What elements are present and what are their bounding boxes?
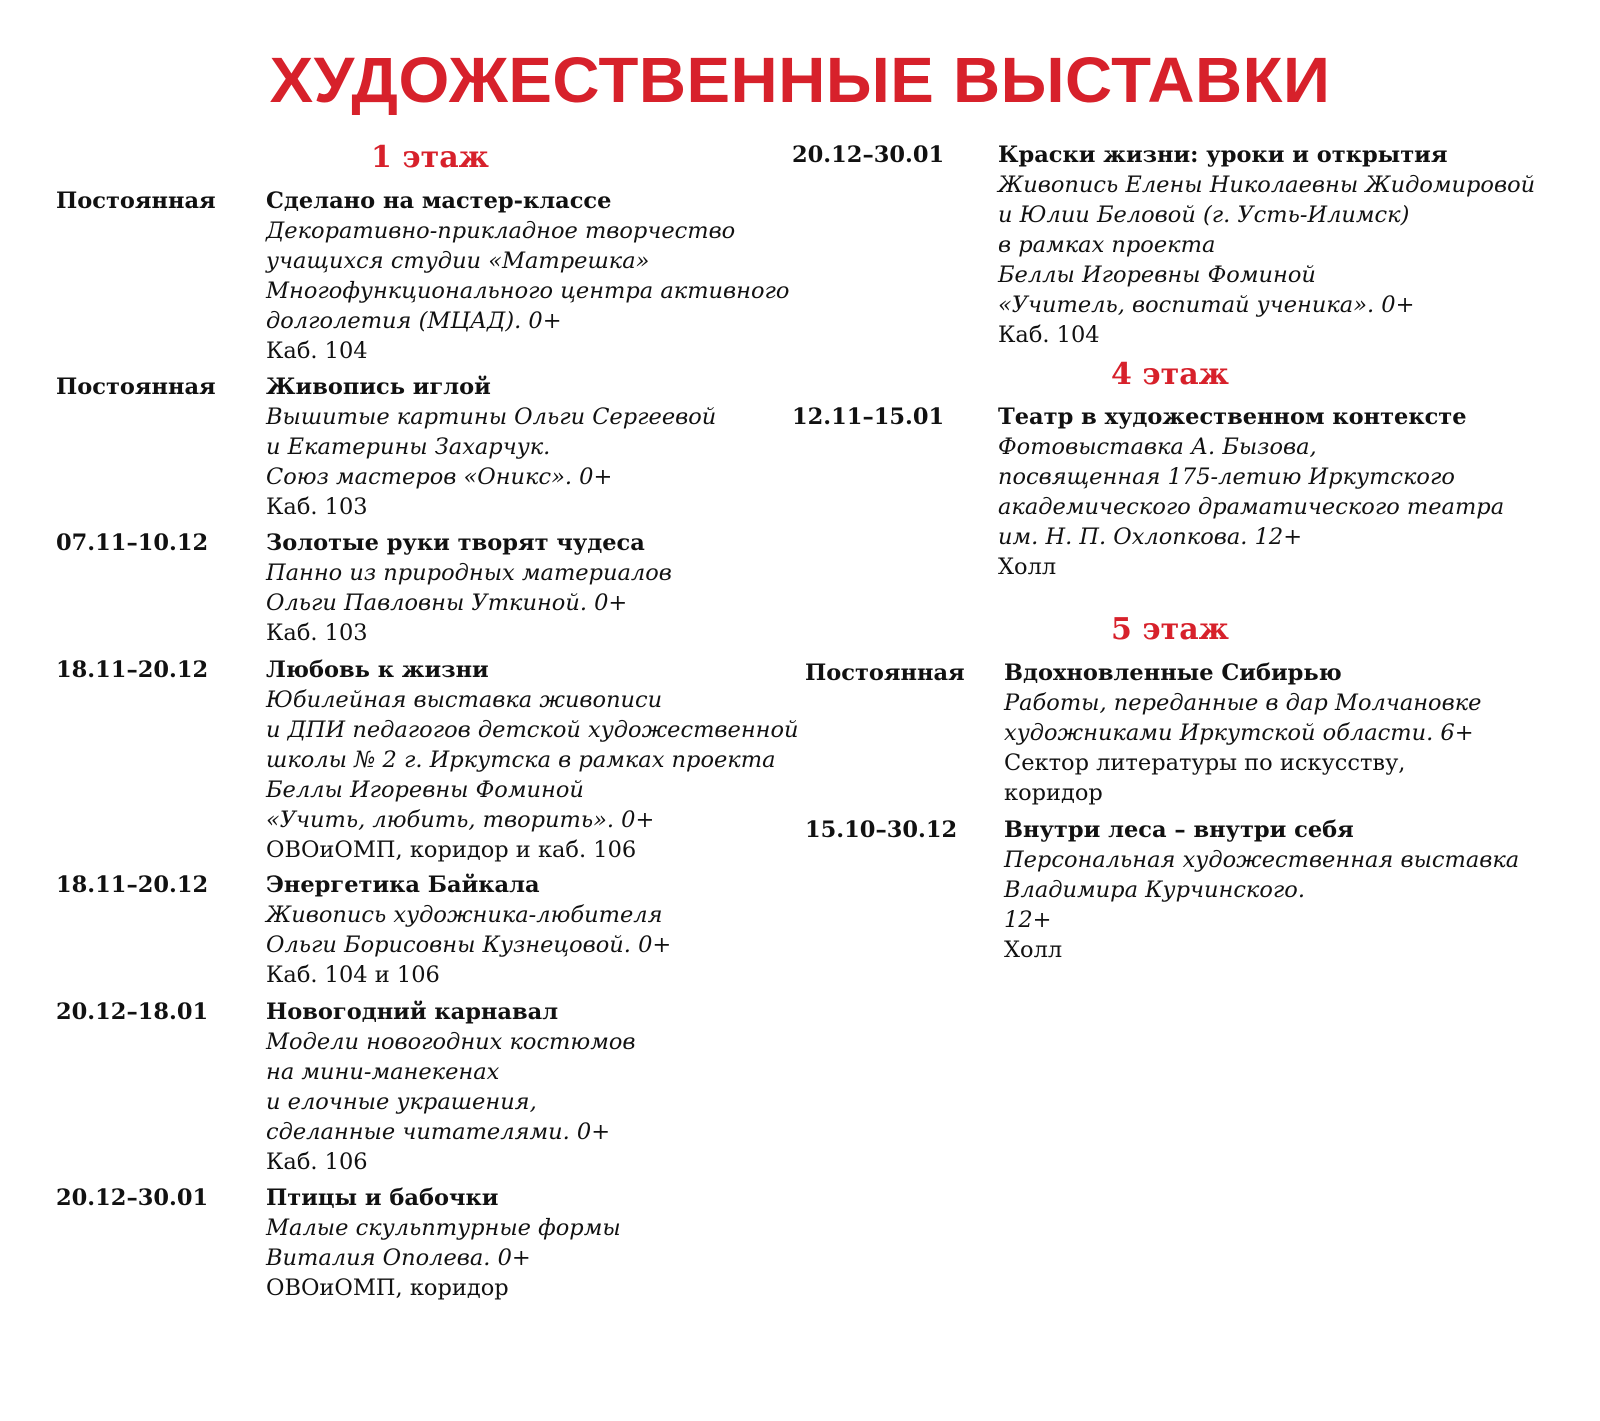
exhibition-details	[266, 186, 789, 366]
exhibition-location: Каб. 103	[266, 494, 368, 520]
exhibition-description-line: на мини-манекенах	[266, 1059, 500, 1085]
exhibition-location: Холл	[1004, 937, 1063, 963]
exhibition-details	[1004, 815, 1519, 965]
exhibition-description-line: Ольги Борисовны Кузнецовой. 0+	[266, 932, 672, 958]
exhibition-description-line: и Екатерины Захарчук.	[266, 434, 551, 460]
page-title: ХУДОЖЕСТВЕННЫЕ ВЫСТАВКИ	[269, 44, 1331, 116]
exhibition-date: 12.11–15.01	[792, 404, 945, 430]
exhibition-description-line: и елочные украшения,	[266, 1089, 537, 1115]
exhibition-date: Постоянная	[805, 660, 965, 686]
exhibition-description-line: долголетия (МЦАД). 0+	[266, 308, 562, 334]
exhibition-description-line: «Учить, любить, творить». 0+	[266, 807, 655, 833]
exhibition-name: Золотые руки творят чудеса	[266, 530, 645, 556]
exhibition-entry	[56, 1183, 621, 1303]
exhibition-description-line: Виталия Ополева. 0+	[266, 1245, 531, 1271]
exhibition-entry	[56, 655, 799, 865]
exhibition-details	[1004, 658, 1481, 808]
exhibition-details	[266, 372, 716, 522]
exhibition-description-line: и ДПИ педагогов детской художественной	[266, 717, 799, 743]
exhibition-description-line: Вышитые картины Ольги Сергеевой	[266, 404, 717, 430]
exhibition-description-line: художниками Иркутской области. 6+	[1004, 720, 1474, 746]
exhibition-location: ОВОиОМП, коридор и каб. 106	[266, 837, 637, 863]
exhibition-description-line: Беллы Игоревны Фоминой	[266, 777, 584, 803]
exhibition-description-line: 12+	[1004, 907, 1052, 933]
exhibition-name: Театр в художественном контексте	[998, 404, 1467, 430]
exhibition-location: Сектор литературы по искусству,	[1004, 750, 1406, 776]
exhibition-entry	[56, 870, 671, 990]
exhibition-description-line: Ольги Павловны Уткиной. 0+	[266, 590, 628, 616]
exhibition-description-line: Беллы Игоревны Фоминой	[998, 262, 1316, 288]
exhibition-description-line: Юбилейная выставка живописи	[266, 687, 663, 713]
exhibition-details	[998, 140, 1535, 350]
exhibition-description-line: Владимира Курчинского.	[1004, 877, 1305, 903]
exhibition-location: Холл	[998, 554, 1057, 580]
exhibition-name: Птицы и бабочки	[266, 1185, 499, 1211]
exhibition-details	[266, 528, 672, 648]
exhibition-date: 18.11–20.12	[56, 657, 209, 683]
exhibition-description-line: сделанные читателями. 0+	[266, 1119, 611, 1145]
exhibition-details	[266, 1183, 621, 1303]
exhibition-name: Энергетика Байкала	[266, 872, 540, 898]
exhibition-description-line: Многофункционального центра активного	[266, 278, 790, 304]
exhibition-description-line: Панно из природных материалов	[266, 560, 672, 586]
exhibition-description-line: Живопись Елены Николаевны Жидомировой	[998, 172, 1536, 198]
exhibition-date: 20.12–18.01	[56, 999, 209, 1025]
exhibition-date: Постоянная	[56, 374, 216, 400]
floor-heading-1: 1 этаж	[371, 140, 489, 175]
exhibition-date: 20.12–30.01	[56, 1185, 209, 1211]
exhibition-date: 15.10–30.12	[805, 817, 958, 843]
exhibition-date: 18.11–20.12	[56, 872, 209, 898]
exhibition-description-line: и Юлии Беловой (г. Усть-Илимск)	[998, 202, 1410, 228]
exhibition-name: Сделано на мастер-классе	[266, 188, 612, 214]
floor-heading-5: 5 этаж	[1111, 612, 1229, 647]
exhibition-entry	[805, 815, 1519, 965]
exhibition-location: Каб. 103	[266, 620, 368, 646]
exhibition-name: Любовь к жизни	[266, 657, 489, 683]
exhibition-description-line: посвященная 175-летию Иркутского	[998, 464, 1455, 490]
exhibition-entry	[56, 528, 672, 648]
floor-heading-4: 4 этаж	[1111, 357, 1229, 392]
exhibition-location: Каб. 104	[266, 338, 368, 364]
exhibition-description-line: Малые скульптурные формы	[266, 1215, 621, 1241]
exhibition-entry	[792, 402, 1504, 582]
exhibition-name: Краски жизни: уроки и открытия	[998, 142, 1448, 168]
exhibition-name: Вдохновленные Сибирью	[1004, 660, 1342, 686]
exhibition-description-line: Работы, переданные в дар Молчановке	[1004, 690, 1482, 716]
exhibition-date: 07.11–10.12	[56, 530, 209, 556]
exhibition-entry	[792, 140, 1535, 350]
exhibition-location: коридор	[1004, 780, 1103, 806]
exhibition-description-line: Живопись художника-любителя	[266, 902, 663, 928]
exhibition-description-line: академического драматического театра	[998, 494, 1505, 520]
exhibition-entry	[56, 372, 716, 522]
exhibition-name: Живопись иглой	[266, 374, 491, 400]
exhibition-location: Каб. 104 и 106	[266, 962, 440, 988]
exhibition-details	[998, 402, 1504, 582]
exhibition-description-line: школы № 2 г. Иркутска в рамках проекта	[266, 747, 776, 773]
exhibition-description-line: Фотовыставка А. Бызова,	[998, 434, 1317, 460]
exhibition-description-line: Модели новогодних костюмов	[266, 1029, 636, 1055]
exhibition-description-line: «Учитель, воспитай ученика». 0+	[998, 292, 1415, 318]
exhibition-entry	[56, 997, 636, 1177]
exhibition-name: Внутри леса – внутри себя	[1004, 817, 1354, 843]
exhibition-location: Каб. 106	[266, 1149, 368, 1175]
exhibition-description-line: Персональная художественная выставка	[1004, 847, 1520, 873]
exhibition-location: Каб. 104	[998, 322, 1100, 348]
exhibition-entry	[805, 658, 1481, 808]
exhibition-date: 20.12–30.01	[792, 142, 945, 168]
exhibition-name: Новогодний карнавал	[266, 999, 559, 1025]
exhibition-date: Постоянная	[56, 188, 216, 214]
exhibition-description-line: Союз мастеров «Оникс». 0+	[266, 464, 613, 490]
exhibition-location: ОВОиОМП, коридор	[266, 1275, 509, 1301]
exhibition-details	[266, 870, 671, 990]
exhibition-details	[266, 655, 799, 865]
exhibition-entry	[56, 186, 789, 366]
exhibition-description-line: им. Н. П. Охлопкова. 12+	[998, 524, 1303, 550]
exhibition-description-line: учащихся студии «Матрешка»	[266, 248, 650, 274]
exhibition-details	[266, 997, 636, 1177]
exhibition-description-line: Декоративно-прикладное творчество	[266, 218, 736, 244]
exhibition-description-line: в рамках проекта	[998, 232, 1216, 258]
